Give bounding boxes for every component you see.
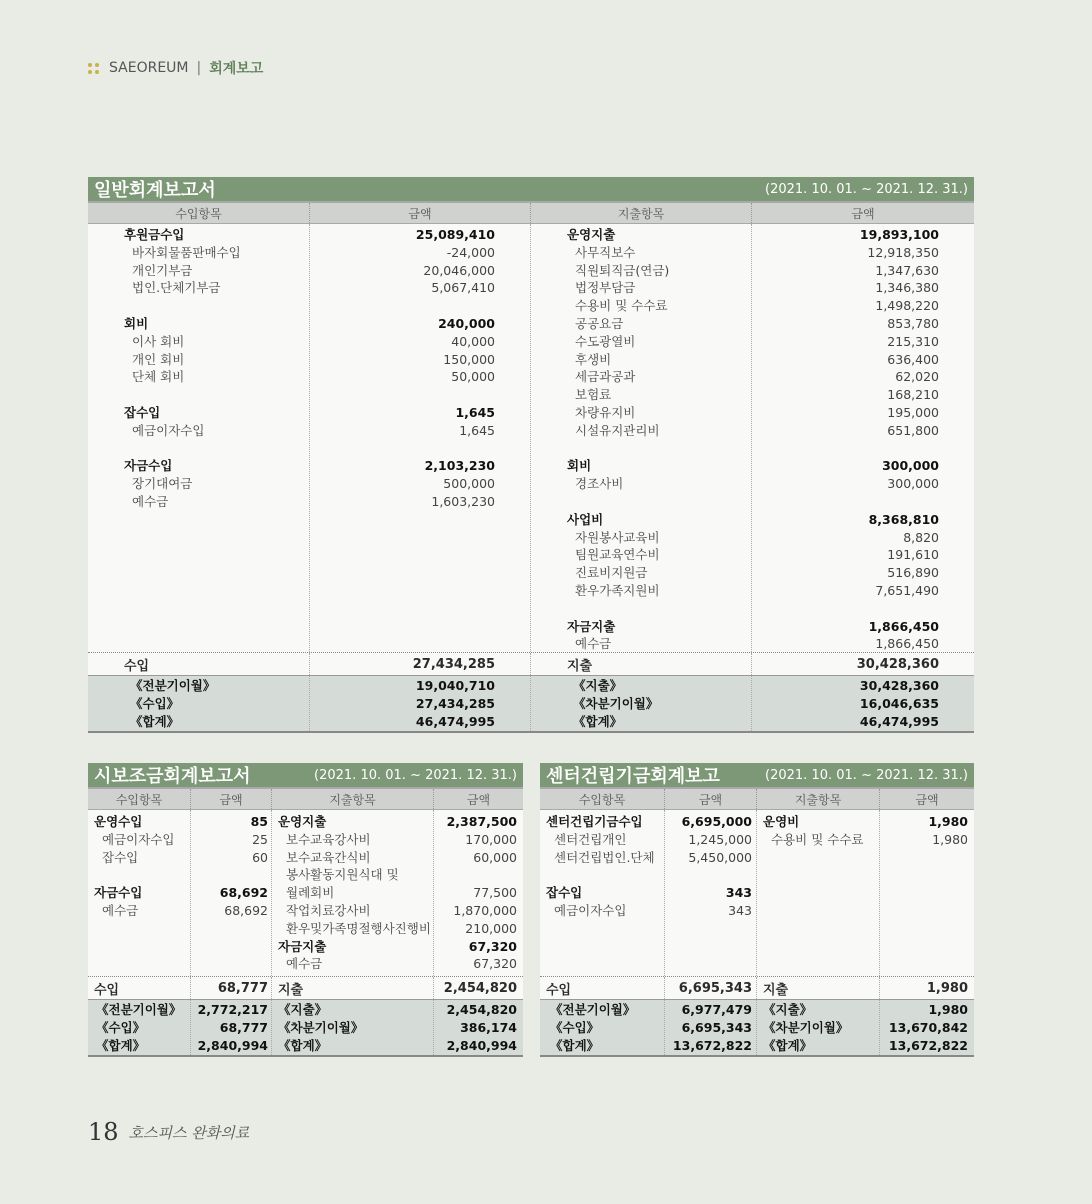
row-amount: 1,980 xyxy=(932,831,968,847)
row-spacer xyxy=(124,440,309,458)
col-expense-amount: 금액 xyxy=(851,206,875,221)
row-label: 장기대여금 xyxy=(132,476,193,492)
row-amount: 1,346,380 xyxy=(875,280,939,296)
row-amount: 636,400 xyxy=(887,351,939,367)
row-amount: 1,980 xyxy=(928,1002,968,1017)
row-amount xyxy=(434,866,517,884)
row-label: 《지출》 xyxy=(278,1002,328,1017)
row-amount: 25 xyxy=(252,831,268,847)
total-expense-value: 30,428,360 xyxy=(856,656,939,672)
subsidy-report-title: 시보조금회계보고서 xyxy=(94,766,251,787)
row-label: 센터건립법인.단체 xyxy=(554,849,655,865)
row-label: 팀원교육연수비 xyxy=(575,547,660,563)
building-total-row xyxy=(540,976,974,1000)
row-amount: 16,046,635 xyxy=(859,695,939,711)
row-amount: 1,866,450 xyxy=(868,618,939,634)
row-label: 《지출》 xyxy=(573,678,623,693)
row-label: 센터건립기금수입 xyxy=(546,814,643,829)
row-amount: 2,840,994 xyxy=(446,1037,517,1053)
row-amount: 60,000 xyxy=(473,849,517,865)
row-label: 경조사비 xyxy=(575,476,624,492)
subsidy-summary xyxy=(88,1000,523,1057)
summary-left-labels xyxy=(88,676,310,731)
summary-left-values xyxy=(191,1000,272,1055)
col-income-amount: 금액 xyxy=(665,789,757,809)
general-total-row xyxy=(88,652,974,676)
summary-left-labels xyxy=(88,1000,191,1055)
row-label: 잡수입 xyxy=(102,849,139,865)
row-label: 《합계》 xyxy=(130,713,180,729)
row-spacer xyxy=(567,600,751,618)
row-label: 직원퇴직금(연금) xyxy=(575,262,670,278)
row-label: 《합계》 xyxy=(763,1037,813,1053)
row-label: 진료비지원금 xyxy=(575,565,648,581)
building-expense-values xyxy=(880,810,974,976)
row-amount: 343 xyxy=(728,902,752,918)
row-amount: 20,046,000 xyxy=(423,262,495,278)
row-label: 《수입》 xyxy=(96,1019,146,1035)
row-label: 자금수입 xyxy=(124,458,173,474)
row-amount: 300,000 xyxy=(887,476,939,492)
row-amount: 46,474,995 xyxy=(859,713,939,729)
row-label: 이사 회비 xyxy=(132,333,185,349)
row-amount: 1,245,000 xyxy=(688,831,752,847)
row-amount: 68,692 xyxy=(219,885,268,901)
total-expense-label: 지출 xyxy=(757,977,880,999)
row-amount: 210,000 xyxy=(465,920,517,936)
row-amount: 170,000 xyxy=(465,831,517,847)
row-label: 《전분기이월》 xyxy=(96,1002,182,1017)
building-body xyxy=(540,810,974,976)
row-label: 자금지출 xyxy=(567,618,616,634)
building-column-headers xyxy=(540,787,974,810)
subsidy-body xyxy=(88,810,523,976)
magazine-name: 호스피스 완화의료 xyxy=(128,1123,250,1142)
total-expense-value: 1,980 xyxy=(926,980,968,996)
row-spacer xyxy=(310,297,495,315)
row-label: 회비 xyxy=(124,315,149,331)
row-amount: 27,434,285 xyxy=(415,695,495,711)
row-label: 《전분기이월》 xyxy=(550,1002,636,1017)
total-income-value: 27,434,285 xyxy=(310,653,531,675)
row-amount: 150,000 xyxy=(443,351,495,367)
col-expense-item: 지출항목 xyxy=(272,789,434,809)
row-amount: 168,210 xyxy=(887,387,939,403)
subsidy-report-titlebar xyxy=(88,763,523,787)
row-amount: 191,610 xyxy=(887,547,939,563)
row-label: 《합계》 xyxy=(573,713,623,729)
summary-right-values xyxy=(752,676,974,731)
row-amount: 12,918,350 xyxy=(867,244,939,260)
general-report-panel xyxy=(88,177,974,733)
summary-left-values xyxy=(665,1000,757,1055)
page-footer xyxy=(88,1118,249,1146)
row-amount: 5,067,410 xyxy=(431,280,495,296)
summary-right-labels xyxy=(531,676,752,731)
total-income-value: 68,777 xyxy=(191,977,272,999)
subsidy-income-values xyxy=(191,810,272,976)
building-summary xyxy=(540,1000,974,1057)
row-label: 시설유지관리비 xyxy=(575,422,660,438)
row-label: 봉사활동지원식대 및 xyxy=(286,867,399,883)
row-label: 수용비 및 수수료 xyxy=(575,298,668,314)
row-label: 자금수입 xyxy=(94,885,143,901)
row-label: 자금지출 xyxy=(278,938,327,954)
row-spacer xyxy=(191,866,268,884)
row-amount: 6,695,343 xyxy=(681,1019,752,1035)
row-amount: 19,893,100 xyxy=(859,227,939,242)
row-spacer xyxy=(546,866,664,884)
row-spacer xyxy=(752,600,939,618)
row-amount: 651,800 xyxy=(887,422,939,438)
row-amount: 1,498,220 xyxy=(875,298,939,314)
row-amount: 1,866,450 xyxy=(875,636,939,652)
row-amount: 7,651,490 xyxy=(875,582,939,598)
row-amount: 13,672,822 xyxy=(888,1037,968,1053)
row-label: 《수입》 xyxy=(130,695,180,711)
row-label: 환우및가족명절행사진행비 xyxy=(286,920,431,936)
subsidy-income-labels xyxy=(88,810,191,976)
row-amount: 85 xyxy=(250,814,268,829)
row-amount: 500,000 xyxy=(443,476,495,492)
row-amount: 40,000 xyxy=(451,333,495,349)
row-label: 《합계》 xyxy=(550,1037,600,1053)
row-amount: 343 xyxy=(725,885,752,901)
row-amount: 13,672,822 xyxy=(672,1037,752,1053)
page-header xyxy=(88,58,263,78)
row-label: 예금이자수입 xyxy=(554,902,627,918)
row-label: 사무직보수 xyxy=(575,244,636,260)
row-label: 사업비 xyxy=(567,511,604,527)
row-label: 자원봉사교육비 xyxy=(575,529,660,545)
row-amount: 25,089,410 xyxy=(415,227,495,242)
brand-name: SAEOREUM xyxy=(109,60,189,76)
row-label: 법정부담금 xyxy=(575,280,636,296)
row-label: 잡수입 xyxy=(546,885,583,901)
row-amount: 8,820 xyxy=(903,529,939,545)
row-label: 보험료 xyxy=(575,387,612,403)
subsidy-total-row xyxy=(88,976,523,1000)
row-spacer xyxy=(567,493,751,511)
row-label: 보수교육간식비 xyxy=(286,849,371,865)
general-income-labels xyxy=(88,224,310,652)
general-expense-values xyxy=(752,224,974,652)
row-amount: 68,777 xyxy=(219,1019,268,1035)
row-amount: 1,645 xyxy=(455,404,495,420)
row-amount: 2,103,230 xyxy=(424,458,495,474)
subsidy-report-period: (2021. 10. 01. ~ 2021. 12. 31.) xyxy=(314,767,517,783)
general-report-period: (2021. 10. 01. ~ 2021. 12. 31.) xyxy=(765,181,968,197)
general-report-title: 일반회계보고서 xyxy=(94,180,216,201)
row-label: 예수금 xyxy=(575,636,612,652)
row-spacer xyxy=(310,440,495,458)
row-label: 예금이자수입 xyxy=(102,831,175,847)
row-label: 환우가족지원비 xyxy=(575,582,660,598)
subsidy-expense-labels xyxy=(272,810,434,976)
row-label: 운영지출 xyxy=(278,814,327,829)
row-amount: 68,692 xyxy=(224,902,268,918)
building-income-values xyxy=(665,810,757,976)
general-income-values xyxy=(310,224,531,652)
header-separator: | xyxy=(196,60,202,76)
row-amount: 853,780 xyxy=(887,315,939,331)
row-label: 법인.단체기부금 xyxy=(132,280,221,296)
row-spacer xyxy=(310,386,495,404)
row-label: 차량유지비 xyxy=(575,404,636,420)
row-label: 후생비 xyxy=(575,351,612,367)
row-label: 《차분기이월》 xyxy=(763,1019,849,1035)
row-amount: -24,000 xyxy=(446,244,495,260)
row-amount: 19,040,710 xyxy=(415,678,495,693)
building-report-titlebar xyxy=(540,763,974,787)
building-expense-labels xyxy=(757,810,880,976)
row-amount: 516,890 xyxy=(887,565,939,581)
row-label: 《차분기이월》 xyxy=(573,695,659,711)
row-amount: 6,695,000 xyxy=(681,814,752,829)
row-label: 예수금 xyxy=(132,493,169,509)
row-spacer xyxy=(124,386,309,404)
row-amount: 46,474,995 xyxy=(415,713,495,729)
building-report-title: 센터건립기금회계보고 xyxy=(546,766,720,787)
row-label: 개인 회비 xyxy=(132,351,185,367)
row-label: 《수입》 xyxy=(550,1019,600,1035)
row-label: 운영지출 xyxy=(567,227,616,242)
building-report-period: (2021. 10. 01. ~ 2021. 12. 31.) xyxy=(765,767,968,783)
col-expense-item: 지출항목 xyxy=(757,789,880,809)
row-spacer xyxy=(124,297,309,315)
row-amount: 1,980 xyxy=(928,814,968,829)
subsidy-expense-values xyxy=(434,810,523,976)
row-spacer xyxy=(567,440,751,458)
row-label: 예금이자수입 xyxy=(132,422,205,438)
col-income-amount: 금액 xyxy=(310,203,531,223)
row-amount: 2,387,500 xyxy=(446,814,517,829)
row-amount: 1,347,630 xyxy=(875,262,939,278)
subsidy-report-panel xyxy=(88,763,523,1057)
col-income-amount: 금액 xyxy=(191,789,272,809)
general-report-titlebar xyxy=(88,177,974,201)
row-label: 단체 회비 xyxy=(132,369,185,385)
row-spacer xyxy=(752,440,939,458)
row-label: 《차분기이월》 xyxy=(278,1019,364,1035)
row-amount: 30,428,360 xyxy=(859,678,939,693)
row-amount: 5,450,000 xyxy=(688,849,752,865)
row-label: 바자회물품판매수입 xyxy=(132,244,241,260)
row-label: 작업치료강사비 xyxy=(286,902,371,918)
col-expense-item: 지출항목 xyxy=(531,203,752,223)
row-amount: 2,772,217 xyxy=(197,1002,268,1017)
total-expense-label: 지출 xyxy=(272,977,434,999)
row-amount: 240,000 xyxy=(438,315,495,331)
row-label: 예수금 xyxy=(286,956,323,972)
row-label: 공공요금 xyxy=(575,315,624,331)
summary-right-labels xyxy=(272,1000,434,1055)
page-number: 18 xyxy=(88,1118,119,1146)
row-label: 운영비 xyxy=(763,814,800,829)
row-label: 수용비 및 수수료 xyxy=(771,831,864,847)
row-amount: 60 xyxy=(252,849,268,865)
col-income-item: 수입항목 xyxy=(88,203,310,223)
row-amount: 2,454,820 xyxy=(446,1002,517,1017)
row-label: 《지출》 xyxy=(763,1002,813,1017)
col-expense-amount: 금액 xyxy=(466,792,491,807)
row-label: 운영수입 xyxy=(94,814,143,829)
row-amount: 1,870,000 xyxy=(453,902,517,918)
row-amount: 300,000 xyxy=(882,458,939,474)
row-label: 잡수입 xyxy=(124,404,161,420)
summary-left-values xyxy=(310,676,531,731)
row-label: 《합계》 xyxy=(96,1037,146,1053)
col-expense-amount: 금액 xyxy=(915,792,939,807)
general-body xyxy=(88,224,974,652)
row-amount: 50,000 xyxy=(451,369,495,385)
total-income-label: 수입 xyxy=(540,977,665,999)
subsidy-column-headers xyxy=(88,787,523,810)
row-amount: 13,670,842 xyxy=(888,1019,968,1035)
general-summary xyxy=(88,676,974,733)
summary-left-labels xyxy=(540,1000,665,1055)
general-column-headers xyxy=(88,201,974,224)
row-amount: 6,977,479 xyxy=(681,1002,752,1017)
row-amount: 195,000 xyxy=(887,404,939,420)
general-expense-labels xyxy=(531,224,752,652)
row-amount: 62,020 xyxy=(895,369,939,385)
total-income-label: 수입 xyxy=(88,653,310,675)
row-amount: 8,368,810 xyxy=(868,511,939,527)
row-label: 《전분기이월》 xyxy=(130,678,216,693)
row-label: 개인기부금 xyxy=(132,262,193,278)
building-income-labels xyxy=(540,810,665,976)
row-amount: 1,603,230 xyxy=(431,493,495,509)
total-income-value: 6,695,343 xyxy=(665,977,757,999)
summary-right-values xyxy=(434,1000,523,1055)
row-amount: 2,840,994 xyxy=(197,1037,268,1053)
row-label: 센터건립개인 xyxy=(554,831,627,847)
row-spacer xyxy=(752,493,939,511)
row-amount: 77,500 xyxy=(473,885,517,901)
total-expense-label: 지출 xyxy=(531,653,752,675)
total-expense-value: 2,454,820 xyxy=(443,980,517,996)
row-amount: 67,320 xyxy=(468,938,517,954)
row-label: 세금과공과 xyxy=(575,369,636,385)
row-label: 후원금수입 xyxy=(124,227,185,242)
row-label: 《합계》 xyxy=(278,1037,328,1053)
row-amount: 215,310 xyxy=(887,333,939,349)
bullet-dots-icon xyxy=(88,63,99,74)
row-label: 회비 xyxy=(567,458,592,474)
building-report-panel xyxy=(540,763,974,1057)
row-amount: 67,320 xyxy=(473,956,517,972)
row-spacer xyxy=(94,866,190,884)
row-amount: 386,174 xyxy=(460,1019,517,1035)
section-title: 회계보고 xyxy=(209,61,264,77)
col-income-item: 수입항목 xyxy=(88,789,191,809)
row-label: 월례회비 xyxy=(286,885,335,901)
row-amount: 1,645 xyxy=(459,422,495,438)
row-spacer xyxy=(665,866,752,884)
col-income-item: 수입항목 xyxy=(540,789,665,809)
summary-right-labels xyxy=(757,1000,880,1055)
summary-right-values xyxy=(880,1000,974,1055)
total-income-label: 수입 xyxy=(88,977,191,999)
row-label: 보수교육강사비 xyxy=(286,831,371,847)
row-label: 수도광열비 xyxy=(575,333,636,349)
row-label: 예수금 xyxy=(102,902,139,918)
